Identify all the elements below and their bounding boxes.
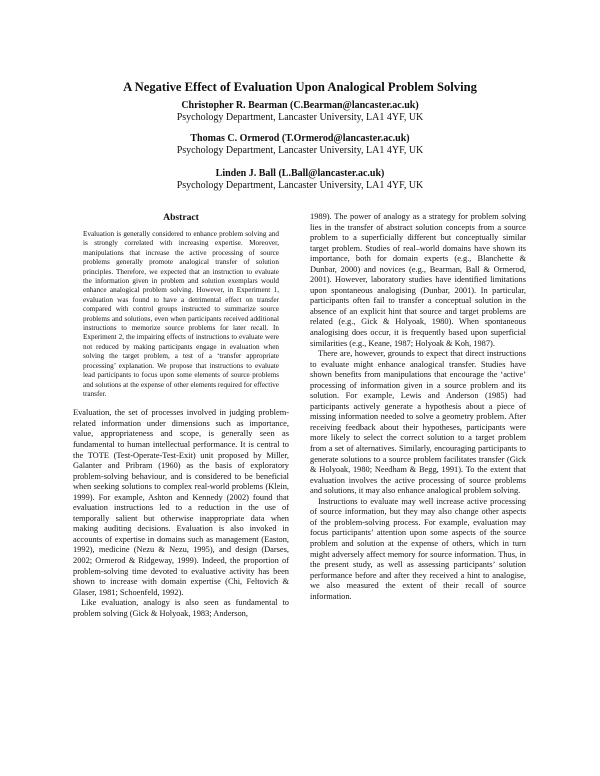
body-paragraph: There are, however, grounds to expect that direct instructions to evaluate might enhance analogical transfer. Studies have shown benefits from manipulations that encourage the ‘active’ processing of information given in a source problem and its solution. For example, Lewis and Anderson (1985) had participants actively generate a hypothesis about a piece of missing information needed to solve a geometry problem. After receiving feedback about their hypotheses, participants were more likely to select the correct solution to a target problem from a set of alternatives. Similarly, encouraging participants to generate solutions to a source problem facilitates transfer (Gick & Holyoak, 1980; Needham & Begg, 1991). To the extent that evaluation involves the active processing of source problems and solutions, it may also enhance analogical problem solving. xyxy=(310,349,526,496)
body-paragraph: Instructions to evaluate may well increase active processing of source information, but they may also change other aspects of the problem-solving process. For example, evaluation may focus participants’ attention upon some aspects of the source problem and solution at the expense of others, which in turn might adversely affect memory for source information. Thus, in the present study, as well as assessing participants’ solution performance before and after they received a hint to analogise, we also measured the extent of their recall of source information. xyxy=(310,496,526,601)
author-block xyxy=(60,100,540,124)
author-name: Thomas C. Ormerod (T.Ormerod@lancaster.ac.uk) xyxy=(190,133,410,144)
author-affiliation: Psychology Department, Lancaster University, LA1 4YF, UK xyxy=(176,112,424,123)
body-paragraph: 1989). The power of analogy as a strategy for problem solving lies in the transfer of abstract solution concepts from a source problem to a superficially different but conceptually similar target problem. Studies of real–world domains have shown its importance, both for domain experts (e.g., Blanchette & Dunbar, 2000) and novices (e.g., Bearman, Ball & Ormerod, 2001). However, laboratory studies have identified limitations upon spontaneous analogising (Dunbar, 2001). In particular, participants often fail to transfer a conceptual solution in the absence of an explicit hint that source and target problems are related (e.g., Gick & Holyoak, 1980). When spontaneous analogising does occur, it is frequently based upon superficial similarities (e.g., Keane, 1987; Holyoak & Koh, 1987). xyxy=(310,212,526,348)
author-block xyxy=(60,133,540,157)
abstract-text: Evaluation is generally considered to enhance problem solving and is strongly correlated with increasing expertise. Moreover, manipulations that increase the active processing of source problems generally promote analogical transfer of solution principles. Therefore, we expected that an instruction to evaluate the information given in problem and solution exemplars would enhance analogical problem solving. However, in Experiment 1, evaluation was found to have a detrimental effect on transfer compared with control groups instructed to summarize source problems and solutions, even when participants received additional instructions to memorize source problems for later recall. In Experiment 2, the impairing effects of instructions to evaluate were not reduced by making participants engage in evaluation when solving the target problem, a test of a ‘transfer appropriate processing’ explanation. We propose that instructions to evaluate lead participants to focus upon some elements of source problems and solutions at the expense of other elements required for effective transfer. xyxy=(83,230,279,398)
author-affiliation: Psychology Department, Lancaster University, LA1 4YF, UK xyxy=(176,180,424,191)
author-affiliation: Psychology Department, Lancaster University, LA1 4YF, UK xyxy=(176,145,424,156)
right-column xyxy=(310,212,526,602)
author-block xyxy=(60,168,540,192)
author-name: Christopher R. Bearman (C.Bearman@lancaster.ac.uk) xyxy=(181,100,419,111)
paper-title: A Negative Effect of Evaluation Upon Analogical Problem Solving xyxy=(123,80,477,94)
body-paragraph: Like evaluation, analogy is also seen as fundamental to problem solving (Gick & Holyoak, 1983; Anderson, xyxy=(73,598,289,618)
author-name: Linden J. Ball (L.Ball@lancaster.ac.uk) xyxy=(215,168,385,179)
left-column xyxy=(73,212,289,619)
abstract-heading: Abstract xyxy=(163,212,199,223)
body-paragraph: Evaluation, the set of processes involved in judging problem-related information under dimensions such as importance, value, appropriateness and scope, is generally seen as fundamental to human intellectual performance. It is central to the TOTE (Test-Operate-Test-Exit) unit proposed by Miller, Galanter and Pribram (1960) as the basis of exploratory problem-solving behaviour, and is considered to be beneficial when seeking solutions to complex real-world problems (Klein, 1999). For example, Ashton and Kennedy (2002) found that evaluation instructions led to a reduction in the use of temporally salient but otherwise inappropriate data when making auditing decisions. Evaluation is also invoked in accounts of expertise in domains such as management (Easton, 1992), medicine (Nezu & Nezu, 1995), and design (Darses, 2002; Ormerod & Ridgeway, 1999). Indeed, the proportion of problem-solving time devoted to evaluative activity has been shown to increase with domain expertise (Chi, Feltovich & Glaser, 1981; Schoenfeld, 1992). xyxy=(73,408,289,597)
